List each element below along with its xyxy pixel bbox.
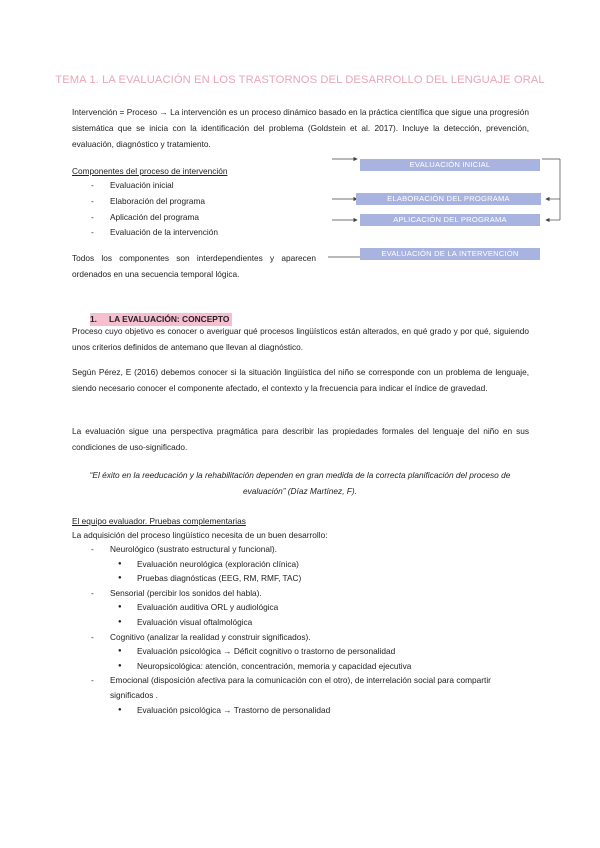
list-item-neurologico: [90, 542, 530, 586]
group-label: Cognitivo (analizar la realidad y construir significados).: [110, 631, 311, 642]
section-number: 1.: [90, 314, 97, 324]
team-intro: La adquisición del proceso lingüístico necesita de un buen desarrollo:: [72, 530, 328, 540]
list-item-sensorial: [90, 586, 530, 630]
team-heading: El equipo evaluador. Pruebas complementarias: [72, 516, 246, 526]
sub-list: [110, 600, 530, 629]
quote: “El éxito en la reeducación y la rehabilitación dependen en gran medida de la correcta planificación del proceso de evaluación” (Díaz Martínez, F).: [89, 470, 511, 496]
group-label: Emocional (disposición afectiva para la comunicación con el otro), de interrelación social para compartir significados .: [110, 675, 491, 700]
sub-list-item: ● Evaluación psicológica → Trastorno de personalidad: [110, 703, 530, 718]
box-elaboracion-programa: ELABORACIÓN DEL PROGRAMA: [356, 193, 541, 205]
sub-list: [110, 644, 530, 673]
concept-paragraph-1: Proceso cuyo objetivo es conocer o averiguar qué procesos lingüísticos están alterados, en qué grado y por qué, siguiendo unos criterios definidos de antemano que llevan al diagnóstico.: [72, 326, 529, 353]
sub-list: [110, 557, 530, 586]
group-label: Neurológico (sustrato estructural y funcional).: [110, 544, 277, 554]
sub-list-item: ● Evaluación auditiva ORL y audiológica: [110, 600, 530, 615]
components-heading: Componentes del proceso de intervención: [72, 166, 228, 176]
group-label: Sensorial (percibir los sonidos del habla).: [110, 587, 262, 598]
list-item-cognitivo: [90, 630, 530, 674]
sub-list-item: ● Evaluación visual oftalmológica: [110, 615, 530, 630]
concept-paragraph-2: Según Pérez, E (2016) debemos conocer si la situación lingüística del niño se corresponde con un problema de lenguaje, siendo necesario conocer el componente afectado, el contexto y la frecuencia para indicar el índice de gravedad.: [72, 367, 529, 394]
list-item: - Evaluación inicial: [90, 178, 218, 194]
sub-list: [110, 703, 530, 718]
box-evaluacion-inicial: EVALUACIÓN INICIAL: [360, 159, 540, 171]
list-item-emocional: [90, 673, 530, 717]
sub-list-item: ● Neuropsicológica: atención, concentración, memoria y capacidad ejecutiva: [110, 659, 530, 674]
box-aplicacion-programa: APLICACIÓN DEL PROGRAMA: [360, 214, 540, 226]
sub-list-item: ● Pruebas diagnósticas (EEG, RM, RMF, TAC): [110, 571, 530, 586]
section-title: LA EVALUACIÓN: CONCEPTO: [109, 314, 230, 324]
components-list: [90, 178, 218, 241]
list-item: - Evaluación de la intervención: [90, 225, 218, 241]
team-list: [90, 542, 530, 717]
concept-paragraph-3: La evaluación sigue una perspectiva pragmática para describir las propiedades formales del lenguaje del niño en sus condiciones de uso-significado.: [72, 426, 529, 453]
list-item: - Aplicación del programa: [90, 210, 218, 226]
sub-list-item: ● Evaluación neurológica (exploración clínica): [110, 557, 530, 572]
intro-paragraph: Intervención = Proceso → La intervención es un proceso dinámico basado en la práctica científica que sigue una progresión sistemática que se inicia con la identificación del problema (Goldstein et al. 2017). Incluye la detección, prevención, evaluación, diagnóstico y tratamiento.: [72, 107, 529, 150]
components-note: Todos los componentes son interdependientes y aparecen ordenados en una secuencia temporal lógica.: [72, 253, 316, 280]
box-evaluacion-intervencion: EVALUACIÓN DE LA INTERVENCIÓN: [360, 248, 540, 260]
sub-list-item: ● Evaluación psicológica → Déficit cognitivo o trastorno de personalidad: [110, 644, 530, 659]
page-title: TEMA 1. LA EVALUACIÓN EN LOS TRASTORNOS DEL DESARROLLO DEL LENGUAJE ORAL: [55, 74, 545, 86]
list-item: - Elaboración del programa: [90, 194, 218, 210]
